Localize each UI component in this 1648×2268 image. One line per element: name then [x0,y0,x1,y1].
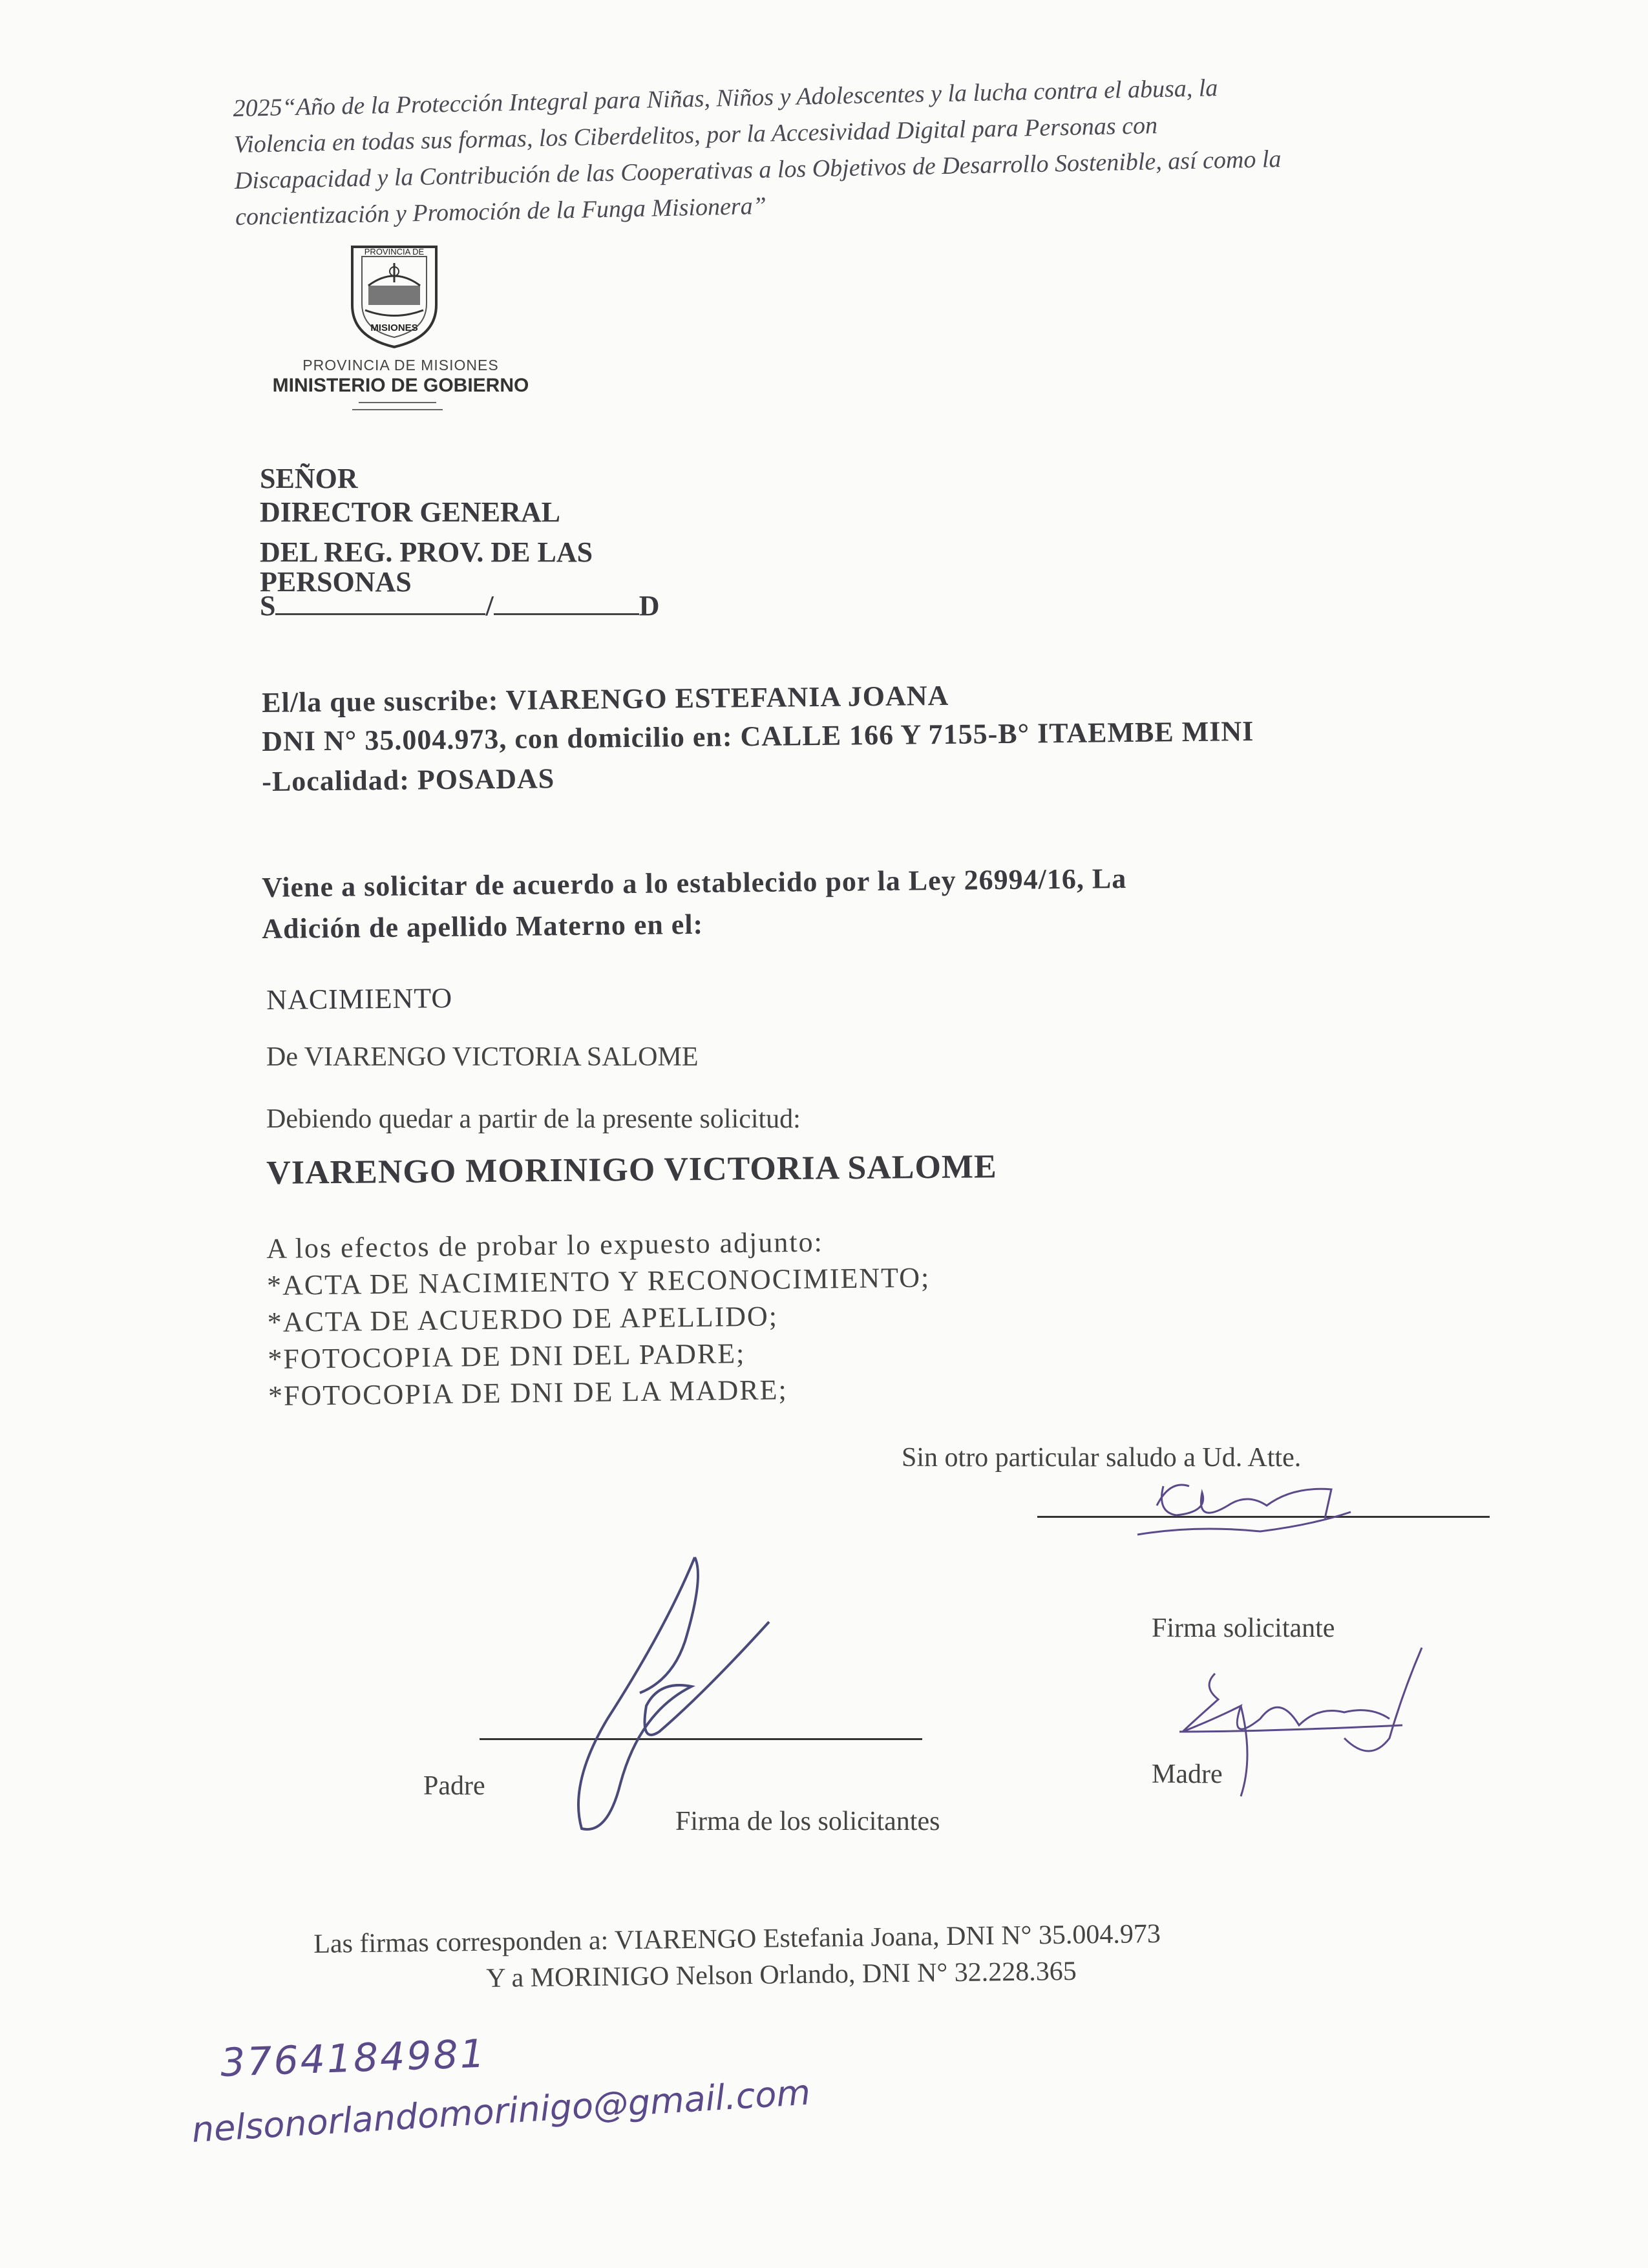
father-signature [578,1557,769,1829]
motto-line: concientización y Promoción de la Funga Misionera” [235,192,767,231]
recipient-block [260,462,593,598]
handwritten-phone: 3764184981 [220,2031,487,2086]
closing-text: Sin otro particular saludo a Ud. Atte. [902,1443,1302,1473]
sd-line [260,589,660,622]
new-full-name: VIARENGO MORINIGO VICTORIA SALOME [266,1148,997,1192]
handwritten-email: nelsonorlandomorinigo@gmail.com [191,2072,812,2150]
sd-slash: / [485,590,494,622]
ministry-name: MINISTERIO DE GOBIERNO [272,375,529,396]
applicant-line-2: DNI N° 35.004.973, con domicilio en: CALLE 166 Y 7155-B° ITAEMBE MINI [262,715,1254,757]
footer-line-2: Y a MORINIGO Nelson Orlando, DNI N° 32.228.365 [486,1956,1077,1993]
recipient-line: DEL REG. PROV. DE LAS [260,536,593,568]
attachment-item: *FOTOCOPIA DE DNI DE LA MADRE; [268,1374,788,1412]
applicant-line-1: El/la que suscribe: VIARENGO ESTEFANIA JOANA [262,679,949,719]
province-name: PROVINCIA DE MISIONES [302,357,499,373]
footer-line-1: Las firmas corresponden a: VIARENGO Estefania Joana, DNI N° 35.004.973 [313,1918,1161,1959]
remaining-text: Debiendo quedar a partir de la presente solicitud: [266,1104,801,1134]
attachments-list [266,1222,932,1414]
attachment-item: *FOTOCOPIA DE DNI DEL PADRE; [268,1337,746,1375]
ministry-underline [352,409,443,410]
both-signatures-label: Firma de los solicitantes [675,1807,940,1836]
ministry-underline [359,402,436,403]
motto-line: 2025“Año de la Protección Integral para Niñas, Niños y Adolescentes y la lucha contra el abusa, la [233,74,1218,122]
applicant-signature-label: Firma solicitante [1152,1613,1335,1643]
father-label: Padre [423,1771,485,1801]
parents-signature-line [480,1738,922,1740]
person-name: De VIARENGO VICTORIA SALOME [266,1042,699,1072]
sd-d: D [639,590,660,622]
mother-label: Madre [1152,1759,1223,1789]
motto-line: Violencia en todas sus formas, los Ciberdelitos, por la Accesividad Digital para Personas con [233,112,1158,158]
motto-header [233,66,1399,235]
request-line-1: Viene a solicitar de acuerdo a lo establecido por la Ley 26994/16, La [262,862,1127,903]
province-crest-icon [339,240,449,350]
applicant-signature [1137,1485,1351,1535]
attachment-item: *ACTA DE ACUERDO DE APELLIDO; [267,1300,779,1338]
crest-text-top: PROVINCIA DE [364,247,425,257]
act-type: NACIMIENTO [266,982,453,1016]
attachment-item: *ACTA DE NACIMIENTO Y RECONOCIMIENTO; [266,1261,931,1301]
crest-text-bottom: MISIONES [370,322,418,333]
recipient-line: DIRECTOR GENERAL [260,496,560,528]
sd-s: S [260,590,276,622]
attachments-intro: A los efectos de probar lo expuesto adjunto: [266,1226,824,1265]
motto-line: Discapacidad y la Contribución de las Cooperativas a los Objetivos de Desarrollo Sostenible, así como la [234,145,1282,194]
recipient-line: PERSONAS [260,566,412,598]
applicant-line-3: -Localidad: POSADAS [262,762,555,797]
applicant-signature-line [1037,1516,1490,1518]
request-line-2: Adición de apellido Materno en el: [262,908,704,945]
recipient-line: SEÑOR [260,463,358,494]
